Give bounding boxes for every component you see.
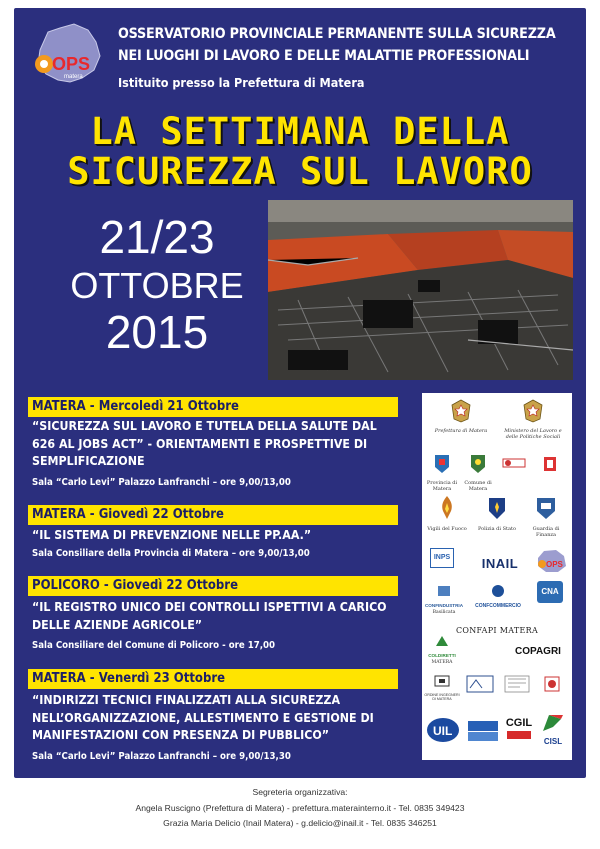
logo-vigili-caption: Vigili del Fuoco (427, 526, 467, 532)
logo-comune (460, 453, 496, 492)
logo-provincia (424, 453, 460, 492)
union-logo-icon (466, 719, 500, 743)
logo-ministero (500, 399, 566, 440)
event-3-header: POLICORO - Giovedì 22 Ottobre (28, 576, 398, 596)
logo-copagri (506, 639, 570, 658)
event-4-location: Sala “Carlo Levi” Palazzo Lanfranchi – ore 9,00/13,30 (32, 751, 291, 762)
finanza-crest-icon (535, 495, 557, 521)
logo-vigili (424, 495, 470, 532)
event-4-title (32, 692, 412, 745)
logo-union-b (464, 719, 502, 747)
event-2-title-line-1: “IL SISTEMA DI PREVENZIONE NELLE PP.AA.” (32, 528, 312, 542)
logo-prefettura (430, 399, 492, 434)
footer-line-3: Grazia Maria Delicio (Inail Matera) - g.delicio@inail.it - Tel. 0835 346251 (163, 818, 437, 828)
logo-confindustria (424, 583, 464, 616)
logo-confcommercio-caption: CONFCOMMERCIO (475, 603, 521, 609)
institution-logo-icon (541, 673, 563, 695)
logo-cna (532, 581, 568, 603)
event-2-header: MATERA - Giovedì 22 Ottobre (28, 505, 398, 525)
logo-ministero-caption: Ministero del Lavoro e delle Politiche Sociali (504, 428, 562, 440)
logo-small-b (534, 455, 566, 479)
copagri-mark: COPAGRI (515, 646, 561, 657)
logo-text: OPS (52, 54, 91, 74)
cgil-mark: CGIL (505, 717, 533, 729)
event-1-title-line-3: SEMPLIFICAZIONE (32, 454, 145, 468)
italy-emblem-icon (450, 399, 472, 423)
logo-confindustria-sub: Basilicata (432, 610, 456, 615)
logo-cgil (504, 717, 534, 739)
logo-small-a (500, 455, 528, 475)
ops-logo-icon (534, 548, 568, 574)
ops-small-text: OPS (546, 560, 563, 569)
date-month: OTTOBRE (70, 265, 244, 306)
logo-confcommercio (466, 583, 530, 609)
event-3-location: Sala Consiliare del Comune di Policoro - ore 17,00 (32, 640, 276, 651)
logo-finanza-caption: Guardia di Finanza (532, 526, 560, 538)
logo-sub: matera (64, 74, 83, 80)
event-4-header: MATERA - Venerdì 23 Ottobre (28, 669, 398, 689)
inps-mark: INPS (430, 548, 454, 568)
logo-coldiretti-sub: MATERA (431, 660, 453, 665)
logo-ingegneri-caption: ORDINE INGEGNERI DI MATERA (424, 693, 460, 701)
date-days: 21/23 (99, 211, 215, 263)
institution-logo-icon (504, 675, 530, 693)
logo-finanza (522, 495, 570, 538)
logo-ops-small (532, 548, 570, 578)
institution-logo-icon (542, 455, 558, 475)
event-4-title-line-2: NELL’ORGANIZZAZIONE, ALLESTIMENTO E GESTIONE DI (32, 710, 374, 725)
logo-comune-caption: Comune di Matera (464, 480, 492, 492)
event-4-title-line-1: “INDIRIZZI TECNICI FINALIZZATI ALLA SICUREZZA (32, 693, 341, 707)
cgil-bar (507, 731, 531, 739)
logo-inps (424, 548, 460, 568)
partner-logos (422, 393, 572, 760)
logo-uil (424, 715, 462, 749)
logo-prefettura-caption: Prefettura di Matera (434, 428, 488, 434)
logo-cisl (536, 713, 570, 746)
event-1-title-line-2: 626 AL JOBS ACT” - ORIENTAMENTI E PROSPETTIVE DI (32, 436, 368, 451)
logo-inail (470, 553, 530, 572)
uil-text: UIL (433, 724, 453, 738)
confindustria-icon (436, 584, 452, 598)
event-2-location: Sala Consiliare della Provincia di Matera – ore 9,00/13,00 (32, 548, 310, 559)
logo-coldiretti-caption: COLDIRETTI (428, 653, 456, 658)
ingegneri-icon (433, 674, 451, 688)
logo-small-c (462, 675, 498, 697)
confcommercio-icon (490, 584, 506, 598)
event-3-title-line-1: “IL REGISTRO UNICO DEI CONTROLLI ISPETTIVI A CARICO (32, 600, 387, 614)
main-title-line-2: SICUREZZA SUL LAVORO (67, 150, 533, 193)
main-title-line-1: LA SETTIMANA DELLA (90, 110, 510, 153)
logo-confindustria-caption: CONFINDUSTRIA (424, 603, 464, 608)
police-crest-icon (487, 495, 507, 521)
cna-mark: CNA (537, 581, 563, 603)
header-line-1: OSSERVATORIO PROVINCIALE PERMANENTE SULLA SICUREZZA (118, 26, 556, 42)
institution-logo-icon (502, 455, 526, 471)
italy-emblem-icon (522, 399, 544, 423)
logo-small-d (502, 675, 532, 697)
event-3-title-line-2: DELLE AZIENDE AGRICOLE” (32, 617, 203, 632)
logo-ingegneri (424, 673, 460, 701)
institution-logo-icon (466, 675, 494, 693)
logo-small-e (534, 673, 570, 699)
event-1-header: MATERA - Mercoledì 21 Ottobre (28, 397, 398, 417)
logo-polizia-caption: Polizia di Stato (478, 526, 516, 532)
arena-photo (268, 200, 573, 380)
event-2-title (32, 527, 412, 545)
event-1-location: Sala “Carlo Levi” Palazzo Lanfranchi – ore 9,00/13,00 (32, 477, 291, 488)
fire-brigade-icon (437, 495, 457, 521)
event-3-title (32, 599, 412, 634)
provincia-crest-icon (433, 453, 451, 475)
event-1-title-line-1: “SICUREZZA SUL LAVORO E TUTELA DELLA SALUTE DAL (32, 419, 377, 433)
uil-logo-icon (425, 715, 461, 745)
logo-polizia (474, 495, 520, 532)
header-line-3: Istituito presso la Prefettura di Matera (118, 75, 365, 90)
event-4-title-line-3: MANIFESTAZIONI CON PRESENZA DI PUBBLICO” (32, 728, 330, 742)
footer-line-1: Segreteria organizzativa: (252, 787, 348, 797)
comune-crest-icon (469, 453, 487, 475)
cisl-mark: CISL (543, 737, 563, 746)
ops-logo (30, 20, 110, 90)
header-line-2: NEI LUOGHI DI LAVORO E DELLE MALATTIE PROFESSIONALI (118, 48, 530, 64)
cisl-flag-icon (541, 713, 565, 733)
inail-mark: INAIL (481, 556, 519, 571)
coldiretti-icon (434, 634, 450, 648)
logo-provincia-caption: Provincia di Matera (426, 480, 458, 492)
footer-line-2: Angela Ruscigno (Prefettura di Matera) - prefettura.materainterno.it - Tel. 0835 349423 (135, 803, 465, 813)
logo-coldiretti (424, 633, 460, 666)
confapi-mark: CONFAPI MATERA (455, 626, 539, 635)
event-1-title (32, 418, 412, 471)
date-year: 2015 (105, 306, 209, 358)
